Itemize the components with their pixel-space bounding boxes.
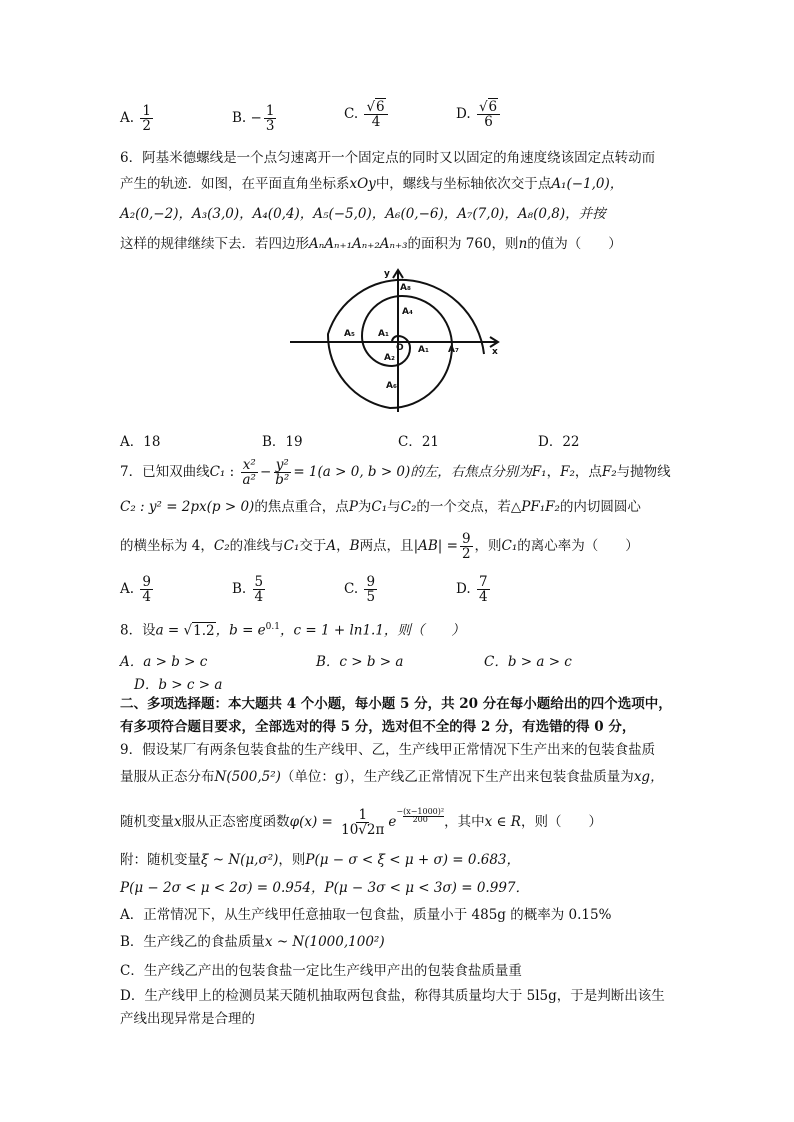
q8-option-b[interactable]: B．c > b > a (316, 654, 404, 670)
fraction: $\frac{1}{3}$ (265, 103, 275, 135)
q8-stem: 8．设a = √1.2，$b = e^{0.1}$，c = 1 + ln1.1，则（ ） (120, 622, 465, 639)
q7-option-a[interactable]: A. $\frac{9}{4}$ (120, 574, 151, 606)
label-a1: A₁ (418, 345, 429, 355)
q8-option-d[interactable]: D．b > c > a (134, 677, 223, 693)
q5-option-a[interactable]: A. $\frac{1}{2}$ (120, 103, 151, 135)
label-x: x (492, 347, 498, 357)
label-a7: A₇ (448, 345, 459, 355)
q6-line1: 6．阿基米德螺线是一个点匀速离开一个固定点的同时又以固定的角速度绕该固定点转动而 (120, 150, 656, 166)
q6-option-b[interactable]: B．19 (262, 434, 303, 450)
q7-option-b[interactable]: B. $\frac{5}{4}$ (232, 574, 264, 606)
q5-option-b[interactable]: B. − $\frac{1}{3}$ (232, 103, 275, 135)
label-a5: A₅ (344, 329, 355, 339)
q6-option-d[interactable]: D．22 (538, 434, 580, 450)
q8-option-a[interactable]: A．a > b > c (120, 654, 208, 670)
q9-option-b[interactable]: B．生产线乙的食盐质量x ~ N(1000,100²) (120, 934, 385, 950)
q8-option-c[interactable]: C．b > a > c (484, 654, 572, 670)
label-a8: A₈ (400, 283, 411, 293)
q9-option-d[interactable]: D．生产线甲上的检测员某天随机抽取两包食盐，称得其质量均大于 5l5g，于是判断出该生 (120, 988, 665, 1004)
q7-line2: C₂ : y² = 2px(p > 0)的焦点重合，点P为C₁与C₂的一个交点，若△PF₁F₂的内切圆圆心 (120, 499, 641, 515)
fraction: $\frac{√6}{4}$ (364, 100, 387, 129)
label-a4: A₄ (402, 307, 413, 317)
q6-line2: 产生的轨迹．如图，在平面直角坐标系xOy中，螺线与坐标轴依次交于点A₁(−1,0)， (120, 176, 624, 192)
q9-line3: 随机变量x服从正态密度函数φ(x) = $\frac{1}{10√2\pi}$ e −(x−1000)² 200 ，其中x ∈ R，则（ ） (120, 807, 602, 839)
q6-option-c[interactable]: C．21 (398, 434, 440, 450)
q9-line2: 量服从正态分布N(500,5²)（单位：g），生产线乙正常情况下生产出来包装食盐质量为xg， (120, 769, 664, 785)
q7-option-c[interactable]: C. $\frac{9}{5}$ (344, 574, 376, 606)
q5-option-d[interactable]: D. $\frac{√6}{6}$ (456, 100, 502, 129)
label-a2: A₂ (384, 353, 395, 363)
q7-option-d[interactable]: D. $\frac{7}{4}$ (456, 574, 488, 606)
q9-option-c[interactable]: C．生产线乙产出的包装食盐一定比生产线甲产出的包装食盐质量重 (120, 963, 522, 979)
q6-line3: A₂(0,−2)，A₃(3,0)，A₄(0,4)，A₅(−5,0)，A₆(0,−6)，A₇(7,0)，A₈(0,8)，并按 (120, 206, 606, 222)
spiral-curve (328, 280, 484, 408)
label-a6: A₆ (386, 381, 397, 391)
q6-line4: 这样的规律继续下去．若四边形AₙAₙ₊₁Aₙ₊₂Aₙ₊₃的面积为 760，则n的值为（ ） (120, 236, 622, 252)
q9-option-d-cont: 产线出现异常是合理的 (120, 1011, 255, 1027)
label-a1-left: A₁ (378, 329, 389, 339)
q9-note2: P(μ − 2σ < μ < 2σ) = 0.954，P(μ − 3σ < μ < 3σ) = 0.997． (120, 880, 529, 896)
q9-note1: 附：随机变量ξ ~ N(μ,σ²)，则P(μ − σ < ξ < μ + σ) = 0.683， (120, 852, 521, 868)
q5-option-c[interactable]: C. $\frac{√6}{4}$ (344, 100, 390, 129)
spiral-figure (288, 262, 508, 422)
fraction: $\frac{1}{2}$ (142, 103, 151, 135)
fraction: $\frac{√6}{6}$ (477, 100, 500, 129)
q9-line1: 9．假设某厂有两条包装食盐的生产线甲、乙，生产线甲正常情况下生产出来的包装食盐质 (120, 742, 656, 758)
q6-option-a[interactable]: A．18 (120, 434, 161, 450)
section2-heading-line1: 二、多项选择题：本大题共 4 个小题，每小题 5 分，共 20 分在每小题给出的四个选项中， (120, 696, 672, 712)
section2-heading-line2: 有多项符合题目要求，全部选对的得 5 分，选对但不全的得 2 分，有选错的得 0 分， (120, 719, 636, 735)
q7-line1: 7．已知双曲线C₁ : $\frac{\text{x²}}{\text{a²}}$ − $\frac{\text{y²}}{\text{b²}}$ = 1(a > 0, b > 0)的左，右焦点分别为F₁，F₂，点F₂与抛物线 (120, 457, 671, 489)
label-y: y (384, 269, 390, 279)
q9-option-a[interactable]: A．正常情况下，从生产线甲任意抽取一包食盐，质量小于 485g 的概率为 0.15% (120, 907, 612, 923)
q7-line3: 的横坐标为 4，C₂的准线与C₁交于A，B两点，且|AB| = $\frac{9}{2}$ ，则C₁的离心率为（ ） (120, 531, 639, 563)
label-o: O (396, 343, 404, 353)
